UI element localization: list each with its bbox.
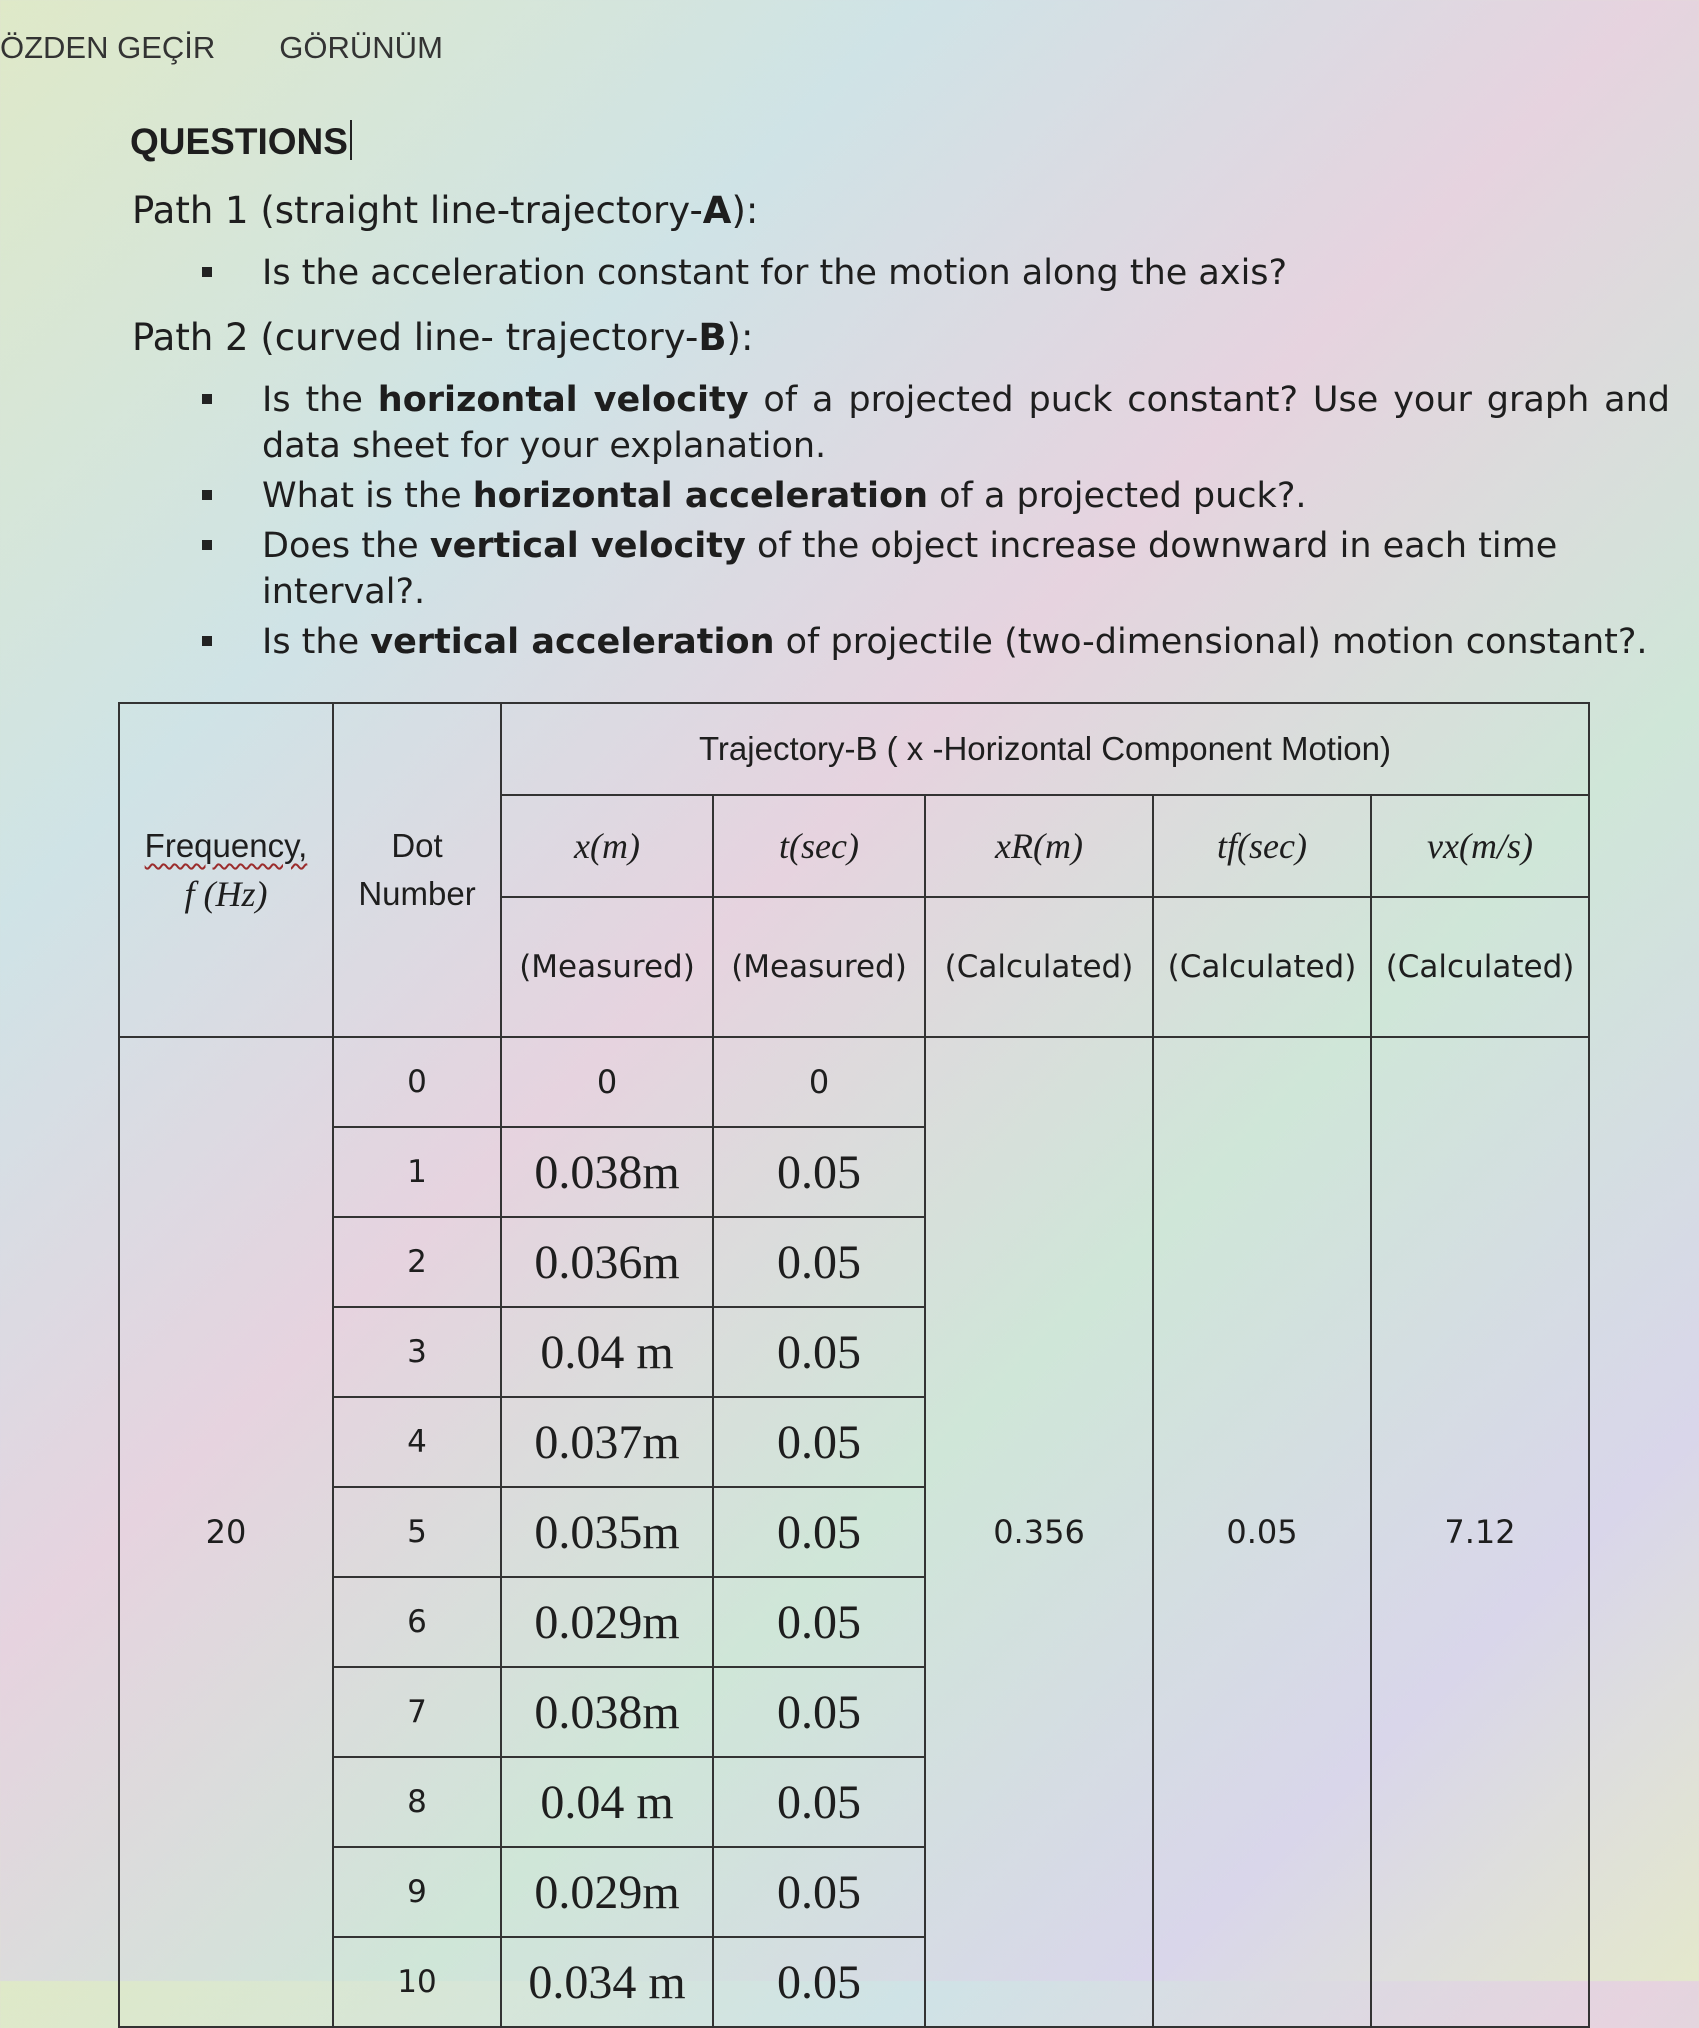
symbol-t: t(sec)	[713, 795, 925, 897]
subheader-tf: (Calculated)	[1153, 897, 1371, 1037]
t-measured-cell: 0.05	[713, 1127, 925, 1217]
vx-value: 7.12	[1371, 1037, 1589, 2027]
subheader-x: (Measured)	[501, 897, 713, 1037]
t-measured-cell: 0	[713, 1037, 925, 1127]
tab-review[interactable]: ÖZDEN GEÇİR	[0, 30, 216, 65]
dot-number-cell: 6	[333, 1577, 501, 1667]
dot-number-cell: 10	[333, 1937, 501, 2027]
table-row	[119, 1037, 1589, 1127]
dot-number-header: Dot Number	[333, 703, 501, 1037]
x-measured-cell: 0.035m	[501, 1487, 713, 1577]
x-measured-cell: 0.038m	[501, 1667, 713, 1757]
path2-question-2: What is the horizontal acceleration of a projected puck?.	[202, 473, 1670, 519]
path2-question-4: Is the vertical acceleration of projectile (two-dimensional) motion constant?.	[202, 619, 1670, 665]
dot-number-cell: 0	[333, 1037, 501, 1127]
path1-questions	[130, 250, 1670, 296]
text-cursor	[350, 120, 352, 160]
symbol-xr: xR(m)	[925, 795, 1153, 897]
t-measured-cell: 0.05	[713, 1577, 925, 1667]
dot-number-cell: 9	[333, 1847, 501, 1937]
frequency-value: 20	[119, 1037, 333, 2027]
symbol-vx: vx(m/s)	[1371, 795, 1589, 897]
subheader-t: (Measured)	[713, 897, 925, 1037]
dot-number-cell: 8	[333, 1757, 501, 1847]
dot-number-cell: 7	[333, 1667, 501, 1757]
t-measured-cell: 0.05	[713, 1307, 925, 1397]
symbol-x: x(m)	[501, 795, 713, 897]
t-measured-cell: 0.05	[713, 1937, 925, 2027]
x-measured-cell: 0.029m	[501, 1847, 713, 1937]
path2-heading: Path 2 (curved line- trajectory-B):	[132, 316, 754, 359]
path1-question-1: Is the acceleration constant for the motion along the axis?	[202, 250, 1670, 296]
symbol-tf: tf(sec)	[1153, 795, 1371, 897]
dot-number-cell: 1	[333, 1127, 501, 1217]
subheader-xr: (Calculated)	[925, 897, 1153, 1037]
trajectory-b-header: Trajectory-B ( x -Horizontal Component Motion)	[501, 703, 1589, 795]
dot-number-cell: 3	[333, 1307, 501, 1397]
t-measured-cell: 0.05	[713, 1217, 925, 1307]
frequency-header: Frequency, f (Hz)	[119, 703, 333, 1037]
trajectory-b-table	[118, 702, 1590, 2028]
document-body	[130, 110, 1670, 685]
data-table-wrapper	[118, 702, 1590, 2028]
x-measured-cell: 0.036m	[501, 1217, 713, 1307]
t-measured-cell: 0.05	[713, 1667, 925, 1757]
path2-question-1: Is the horizontal velocity of a projected puck constant? Use your graph and data sheet for your explanation.	[202, 377, 1670, 469]
x-measured-cell: 0.034 m	[501, 1937, 713, 2027]
tab-view[interactable]: GÖRÜNÜM	[279, 30, 443, 65]
path2-questions	[130, 377, 1670, 665]
dot-number-cell: 5	[333, 1487, 501, 1577]
subheader-vx: (Calculated)	[1371, 897, 1589, 1037]
path1-heading: Path 1 (straight line-trajectory-A):	[132, 189, 759, 232]
x-measured-cell: 0.029m	[501, 1577, 713, 1667]
x-measured-cell: 0.04 m	[501, 1757, 713, 1847]
t-measured-cell: 0.05	[713, 1847, 925, 1937]
x-measured-cell: 0.04 m	[501, 1307, 713, 1397]
questions-title: QUESTIONS	[130, 120, 1670, 163]
x-measured-cell: 0	[501, 1037, 713, 1127]
path2-question-3: Does the vertical velocity of the object increase downward in each time interval?.	[202, 523, 1670, 615]
ribbon-tabs	[0, 20, 443, 80]
x-measured-cell: 0.037m	[501, 1397, 713, 1487]
t-measured-cell: 0.05	[713, 1487, 925, 1577]
dot-number-cell: 2	[333, 1217, 501, 1307]
t-measured-cell: 0.05	[713, 1397, 925, 1487]
dot-number-cell: 4	[333, 1397, 501, 1487]
t-measured-cell: 0.05	[713, 1757, 925, 1847]
x-measured-cell: 0.038m	[501, 1127, 713, 1217]
xr-value: 0.356	[925, 1037, 1153, 2027]
tf-value: 0.05	[1153, 1037, 1371, 2027]
